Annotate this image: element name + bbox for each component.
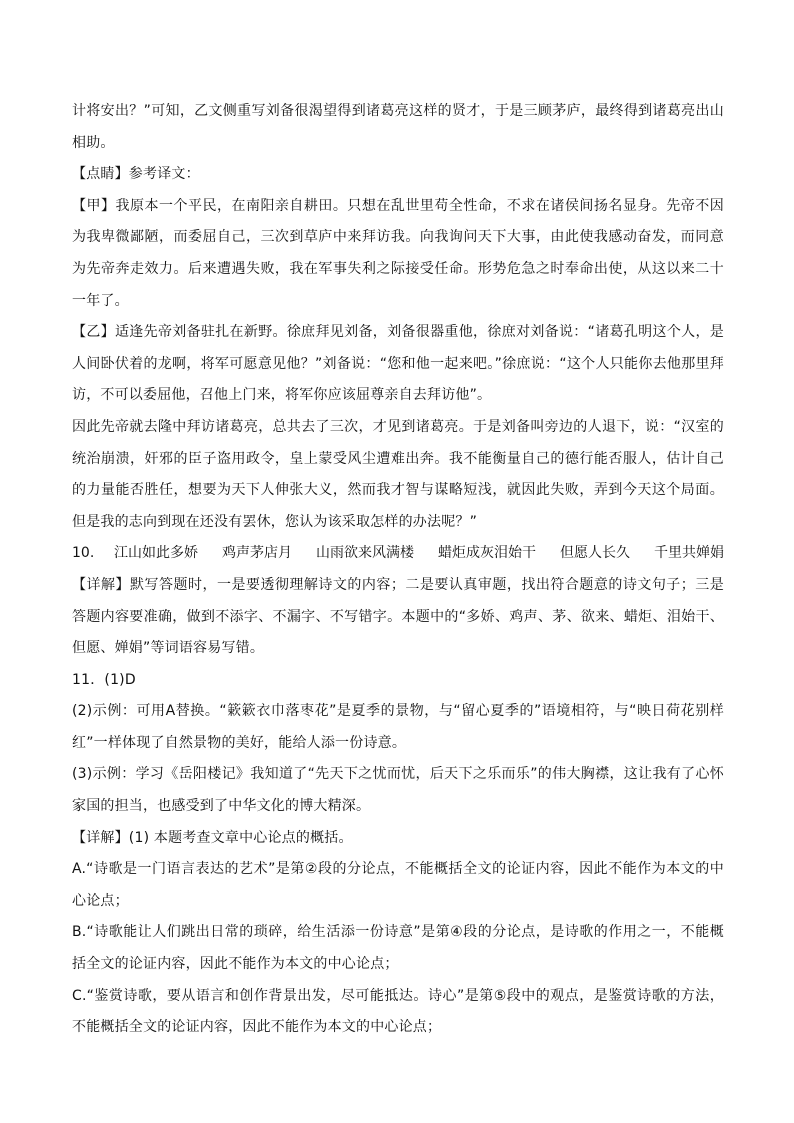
paragraph-conclusion: 计将安出？”可知，乙文侧重写刘备很渴望得到诸葛亮这样的贤才，于是三顾茅庐，最终得到诸葛亮出山相助。 (72, 103, 724, 151)
q10-answer-4: 蜡炬成灰泪始干 (438, 545, 536, 562)
q10-answer-3: 山雨欲来风满楼 (316, 545, 414, 562)
paragraph-translation-yi-cont: 因此先帝就去隆中拜访诸葛亮，总共去了三次，才见到诸葛亮。于是刘备叫旁边的人退下，说：“汉室的统治崩溃，奸邪的臣子盗用政令，皇上蒙受风尘遭难出奔。我不能衡量自己的德行能否服人，估计自己的力量能否胜任，想要为天下人伸张大义，然而我才智与谋略短浅，就因此失败，弄到今天这个局面。但是我的志向到现在还没有罢休，您认为该采取怎样的办法呢？” (72, 418, 724, 530)
q10-answer-row (72, 538, 724, 570)
paragraph-q11-3: (3)示例：学习《岳阳楼记》我知道了“先天下之忧而忧，后天下之乐而乐”的伟大胸襟，这让我有了心怀家国的担当，也感受到了中华文化的博大精深。 (72, 766, 724, 815)
q10-answer-5: 但愿人长久 (560, 545, 630, 562)
q10-answer-1: 江山如此多娇 (114, 545, 198, 562)
paragraph-q10-explanation: 【详解】默写答题时，一是要透彻理解诗文的内容；二是要认真审题，找出符合题意的诗文句子；三是答题内容要准确，做到不添字、不漏字、不写错字。本题中的“多娇、鸡声、茅、欲来、蜡炬、泪始干、但愿、婵娟”等词语容易写错。 (72, 576, 724, 657)
paragraph-q11-2: (2)示例：可用A替换。“簌簌衣巾落枣花”是夏季的景物，与“留心夏季的”语境相符，与“映日荷花别样红”一样体现了自然景物的美好，能给人添一份诗意。 (72, 703, 724, 751)
q10-answer-2: 鸡声茅店月 (222, 545, 292, 562)
document-body (72, 96, 724, 1044)
paragraph-option-c: C.“鉴赏诗歌，要从语言和创作背景出发，尽可能抵达。诗心”是第⑤段中的观点，是鉴赏诗歌的方法，不能概括全文的论证内容，因此不能作为本文的中心论点； (72, 987, 724, 1036)
paragraph-translation-jia: 【甲】我原本一个平民，在南阳亲自耕田。只想在乱世里苟全性命，不求在诸侯间扬名显身。先帝不因为我卑微鄙陋，而委屈自己，三次到草庐中来拜访我。向我询问天下大事，由此使我感动奋发，而同意为先帝奔走效力。后来遭遇失败，我在军事失利之际接受任命。形势危急之时奉命出使，从这以来二十一年了。 (72, 197, 724, 309)
paragraph-translation-heading: 【点睛】参考译文： (72, 166, 200, 183)
paragraph-q11-1: 11．(1)D (72, 671, 136, 688)
paragraph-q11-explanation: 【详解】(1) 本题考查文章中心论点的概括。 (72, 829, 353, 846)
paragraph-translation-yi: 【乙】适逢先帝刘备驻扎在新野。徐庶拜见刘备，刘备很器重他，徐庶对刘备说：“诸葛孔明这个人，是人间卧伏着的龙啊，将军可愿意见他？”刘备说：“您和他一起来吧。”徐庶说：“这个人只能你去他那里拜访，不可以委屈他，召他上门来，将军你应该屈尊亲自去拜访他”。 (72, 324, 724, 404)
paragraph-option-a: A.“诗歌是一门语言表达的艺术”是第②段的分论点，不能概括全文的论证内容，因此不能作为本文的中心论点； (72, 861, 724, 909)
q10-answer-6: 千里共婵娟 (654, 545, 724, 562)
paragraph-option-b: B.“诗歌能让人们跳出日常的琐碎，给生活添一份诗意”是第④段的分论点，是诗歌的作用之一，不能概括全文的论证内容，因此不能作为本文的中心论点； (72, 924, 724, 973)
q10-number: 10. (72, 545, 95, 562)
